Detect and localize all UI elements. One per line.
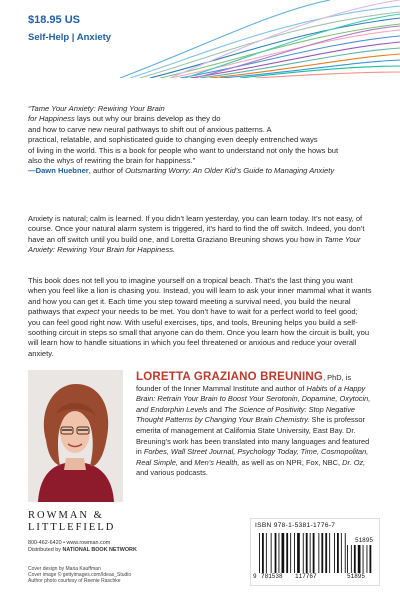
bio-text-6: and various podcasts. [136, 468, 208, 478]
bio-text-5: as well as on NPR, Fox, NBC, [239, 457, 343, 467]
para2-expect: expect [76, 307, 100, 317]
quote-attribution [28, 166, 372, 176]
distrib-name: NATIONAL BOOK NETWORK [62, 547, 137, 553]
quote-text-4: of living in the world. This is a book for people who want to understand not only the hows but [28, 145, 339, 155]
publisher-logo [28, 510, 115, 534]
price-code: 51895 [354, 537, 373, 544]
credit-image: Cover image © gettyimages.com/Ideas_Studio [28, 572, 132, 579]
bio-media-2: Men’s Health, [194, 457, 240, 467]
header-band [0, 0, 400, 78]
attrib-dash: — [28, 166, 36, 176]
credit-design: Cover design by Maria Kauffman [28, 566, 101, 572]
category-label: Self-Help | Anxiety [28, 32, 112, 43]
bio-media-1: Forbes, Wall Street Journal, Psychology Today, Time, Cosmopolitan, Real Simple, [136, 447, 369, 467]
quote-text-2: and how to carve new neural pathways to shift out of anxious patterns. A [28, 124, 272, 134]
publisher-line-2: LITTLEFIELD [28, 522, 116, 533]
publisher-info [28, 540, 137, 554]
barcode-digits-c: 51895 [347, 573, 366, 580]
attrib-rest: , author of [88, 166, 126, 176]
distrib-pre: Distributed by [28, 547, 63, 553]
para2-text-1: This book does not tell you to imagine yourself on a tropical beach. That’s the last thing you want when you feel like a lion is chasing you. Instead, you will learn to ask your inner mammal what it wants and how you can get it. Each time you step toward meeting a survival need, you build the neural pathways that [28, 276, 372, 317]
price-label: $18.95 US [28, 14, 80, 26]
cover-credits [28, 566, 131, 585]
bio-media-3: Dr. Oz, [342, 457, 366, 467]
isbn-label: ISBN 978-1-5381-1776-7 [255, 522, 336, 529]
bio-text-3: She is professor emerita of management at California State University, East Bay. Dr. Breuning’s work has been translated into many languages and featured in [136, 415, 370, 457]
quote-line-1: “Tame Your Anxiety: Rewiring Your Brain [28, 104, 165, 113]
publisher-contact: 800-462-6420 • www.rowman.com [28, 540, 111, 546]
author-photo [28, 370, 123, 502]
bio-text-4: and [177, 457, 195, 467]
author-name: LORETTA GRAZIANO BREUNING [136, 371, 324, 383]
quote-line-2 [28, 114, 372, 124]
description-paragraph-1 [28, 214, 372, 256]
bio-book-1: Habits of a Happy Brain: Retrain Your Brain to Boost Your Serotonin, Dopamine, Oxytocin, and Endorphin Levels [136, 383, 371, 414]
quote-book-title: Tame Your Anxiety: Rewiring Your Brain [30, 104, 165, 113]
barcode-digits-a: 781538 [261, 573, 283, 580]
para2-text-2: your needs to be met. You don’t have to wait for a perfect world to feel good; you can feel good right now. With useful exercises, tips, and tools, Breuning helps you build a self-soothing circuit in steps so small that anyone can do them. Once you learn how the circuit is built, you will learn how to handle situations in which you feel threatened or anxious and reduce your overall anxiety. [28, 307, 370, 358]
author-bio [136, 372, 376, 479]
para1-book: Tame Your Anxiety: Rewiring Your Brain for Happiness. [28, 234, 361, 255]
attrib-name: Dawn Huebner [35, 166, 89, 176]
bio-book-2: The Science of Positivity: Stop Negative Thought Patterns by Changing Your Brain Chemistry. [136, 404, 355, 425]
publisher-line-1: ROWMAN & [28, 510, 104, 521]
quote-text-5: also the whys of rewiring the brain for happiness.” [28, 156, 196, 166]
review-quote [28, 104, 372, 177]
author-suffix: , PhD, [323, 373, 344, 382]
barcode-digit-lead: 9 [253, 573, 257, 580]
quote-text-1: lays out why our brains develop as they do [74, 114, 221, 124]
quote-book-title-cont: for Happiness [28, 114, 75, 124]
quote-text-3: practical, relatable, and sophisticated guide to changing even deeply entrenched ways [28, 135, 318, 145]
bio-text-1: is founder of the Inner Mammal Institute and author of [136, 373, 352, 393]
attrib-book: Outsmarting Worry: An Older Kid’s Guide to Managing Anxiety [125, 166, 335, 176]
description-paragraph-2 [28, 276, 372, 359]
barcode-digits-b: 117767 [295, 573, 317, 580]
para1-text: Anxiety is natural; calm is learned. If you didn’t learn yesterday, you can learn today. It’s not easy, of course. Once your natural alarm system is triggered, it’s hard to find the off switch. Indeed, you don’t have an off switch until you build one, and Loretta Graziano Breuning shows you how in [28, 214, 365, 244]
credit-photo: Author photo courtesy of Reenie Raschke [28, 578, 121, 585]
barcode [250, 518, 380, 586]
publisher-distrib [28, 547, 137, 554]
bio-text-2: and [207, 404, 224, 414]
